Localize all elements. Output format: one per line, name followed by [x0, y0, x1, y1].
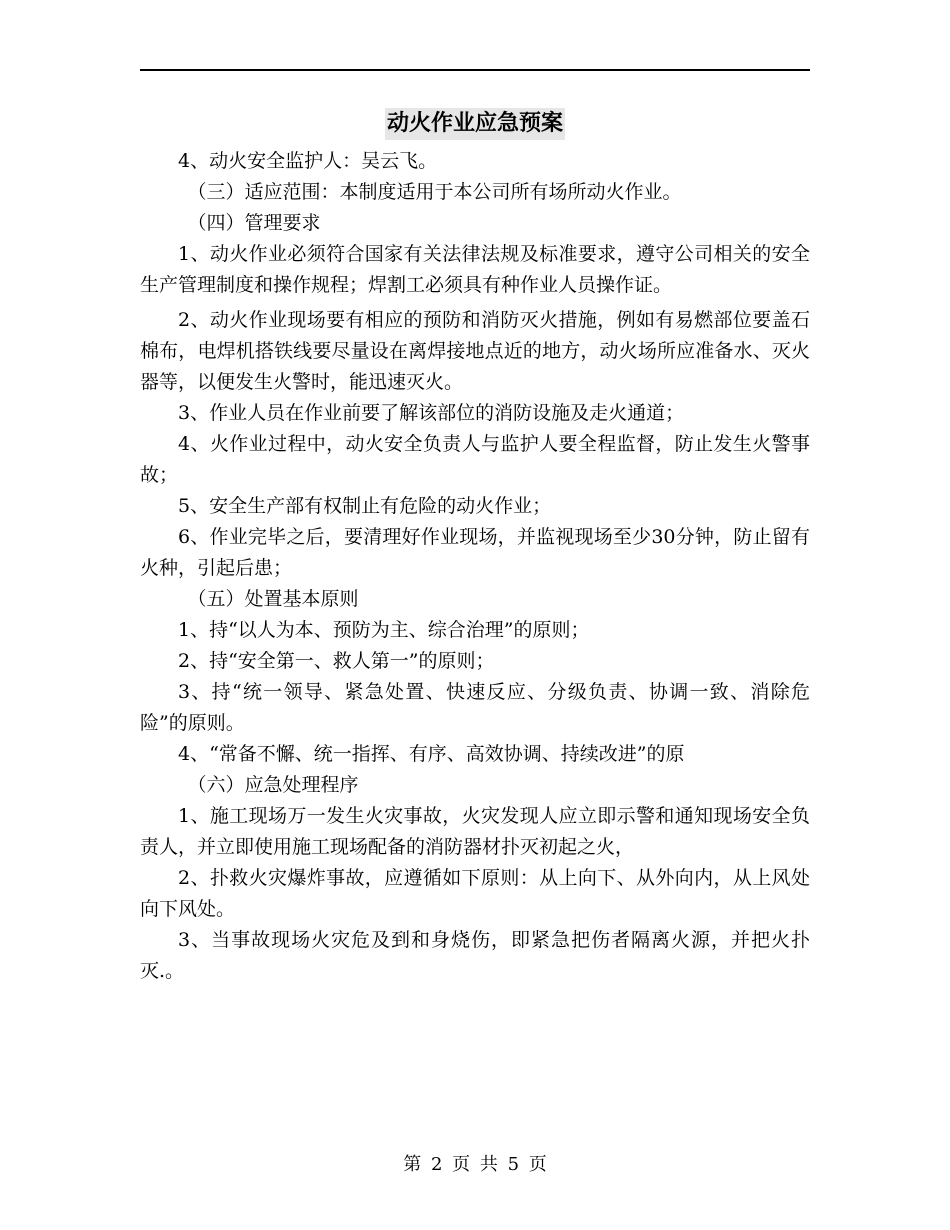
page-footer: [0, 1151, 950, 1179]
paragraph-procedure-1: 1、施工现场万一发生火灾事故，火灾发现人应立即示警和通知现场安全负责人，并立即使用施工现场配备的消防器材扑灭初起之火，: [140, 805, 810, 858]
paragraph-requirement-6: 6、作业完毕之后，要清理好作业现场，并监视现场至少30分钟，防止留有火种，引起后患；: [140, 526, 810, 579]
paragraph-requirement-1: 1、动火作业必须符合国家有关法律法规及标准要求，遵守公司相关的安全生产管理制度和操作规程；焊割工必须具有种作业人员操作证。: [140, 243, 810, 296]
paragraph-requirement-4: 4、火作业过程中，动火安全负责人与监护人要全程监督，防止发生火警事故；: [140, 433, 810, 486]
paragraph-principle-1: 1、持“以人为本、预防为主、综合治理”的原则；: [178, 619, 590, 641]
paragraph-procedure-3: 3、当事故现场火灾危及到和身烧伤，即紧急把伤者隔离火源，并把火扑灭.。: [140, 929, 810, 982]
paragraph-scope: （三）适应范围：本制度适用于本公司所有场所动火作业。: [187, 181, 682, 203]
heading-basic-principles: （五）处置基本原则: [187, 588, 359, 610]
heading-emergency-procedure: （六）应急处理程序: [187, 774, 359, 796]
header-rule: [140, 69, 810, 71]
paragraph-principle-4: 4、“常备不懈、统一指挥、有序、高效协调、持续改进”的原: [178, 743, 685, 765]
paragraph-principle-2: 2、持“安全第一、救人第一”的原则；: [178, 650, 495, 672]
paragraph-requirement-2: 2、动火作业现场要有相应的预防和消防灭火措施，例如有易燃部位要盖石棉布，电焊机搭铁线要尽量设在离焊接地点近的地方，动火场所应准备水、灭火器等，以便发生火警时，能迅速灭火。: [140, 309, 810, 393]
page-indicator: 第 2 页 共 5 页: [403, 1154, 547, 1175]
paragraph-requirement-3: 3、作业人员在作业前要了解该部位的消防设施及走火通道；: [178, 402, 685, 424]
title-container: [140, 108, 810, 140]
document-body: [140, 146, 810, 987]
paragraph-principle-3: 3、持“统一领导、紧急处置、快速反应、分级负责、协调一致、消除危险”的原则。: [140, 681, 810, 734]
document-title: 动火作业应急预案: [385, 108, 565, 140]
heading-management-requirements: （四）管理要求: [187, 212, 321, 234]
paragraph-guardian: 4、动火安全监护人：吴云飞。: [178, 150, 438, 172]
paragraph-procedure-2: 2、扑救火灾爆炸事故，应遵循如下原则：从上向下、从外向内，从上风处向下风处。: [140, 867, 810, 920]
paragraph-requirement-5: 5、安全生产部有权制止有危险的动火作业；: [178, 495, 552, 517]
